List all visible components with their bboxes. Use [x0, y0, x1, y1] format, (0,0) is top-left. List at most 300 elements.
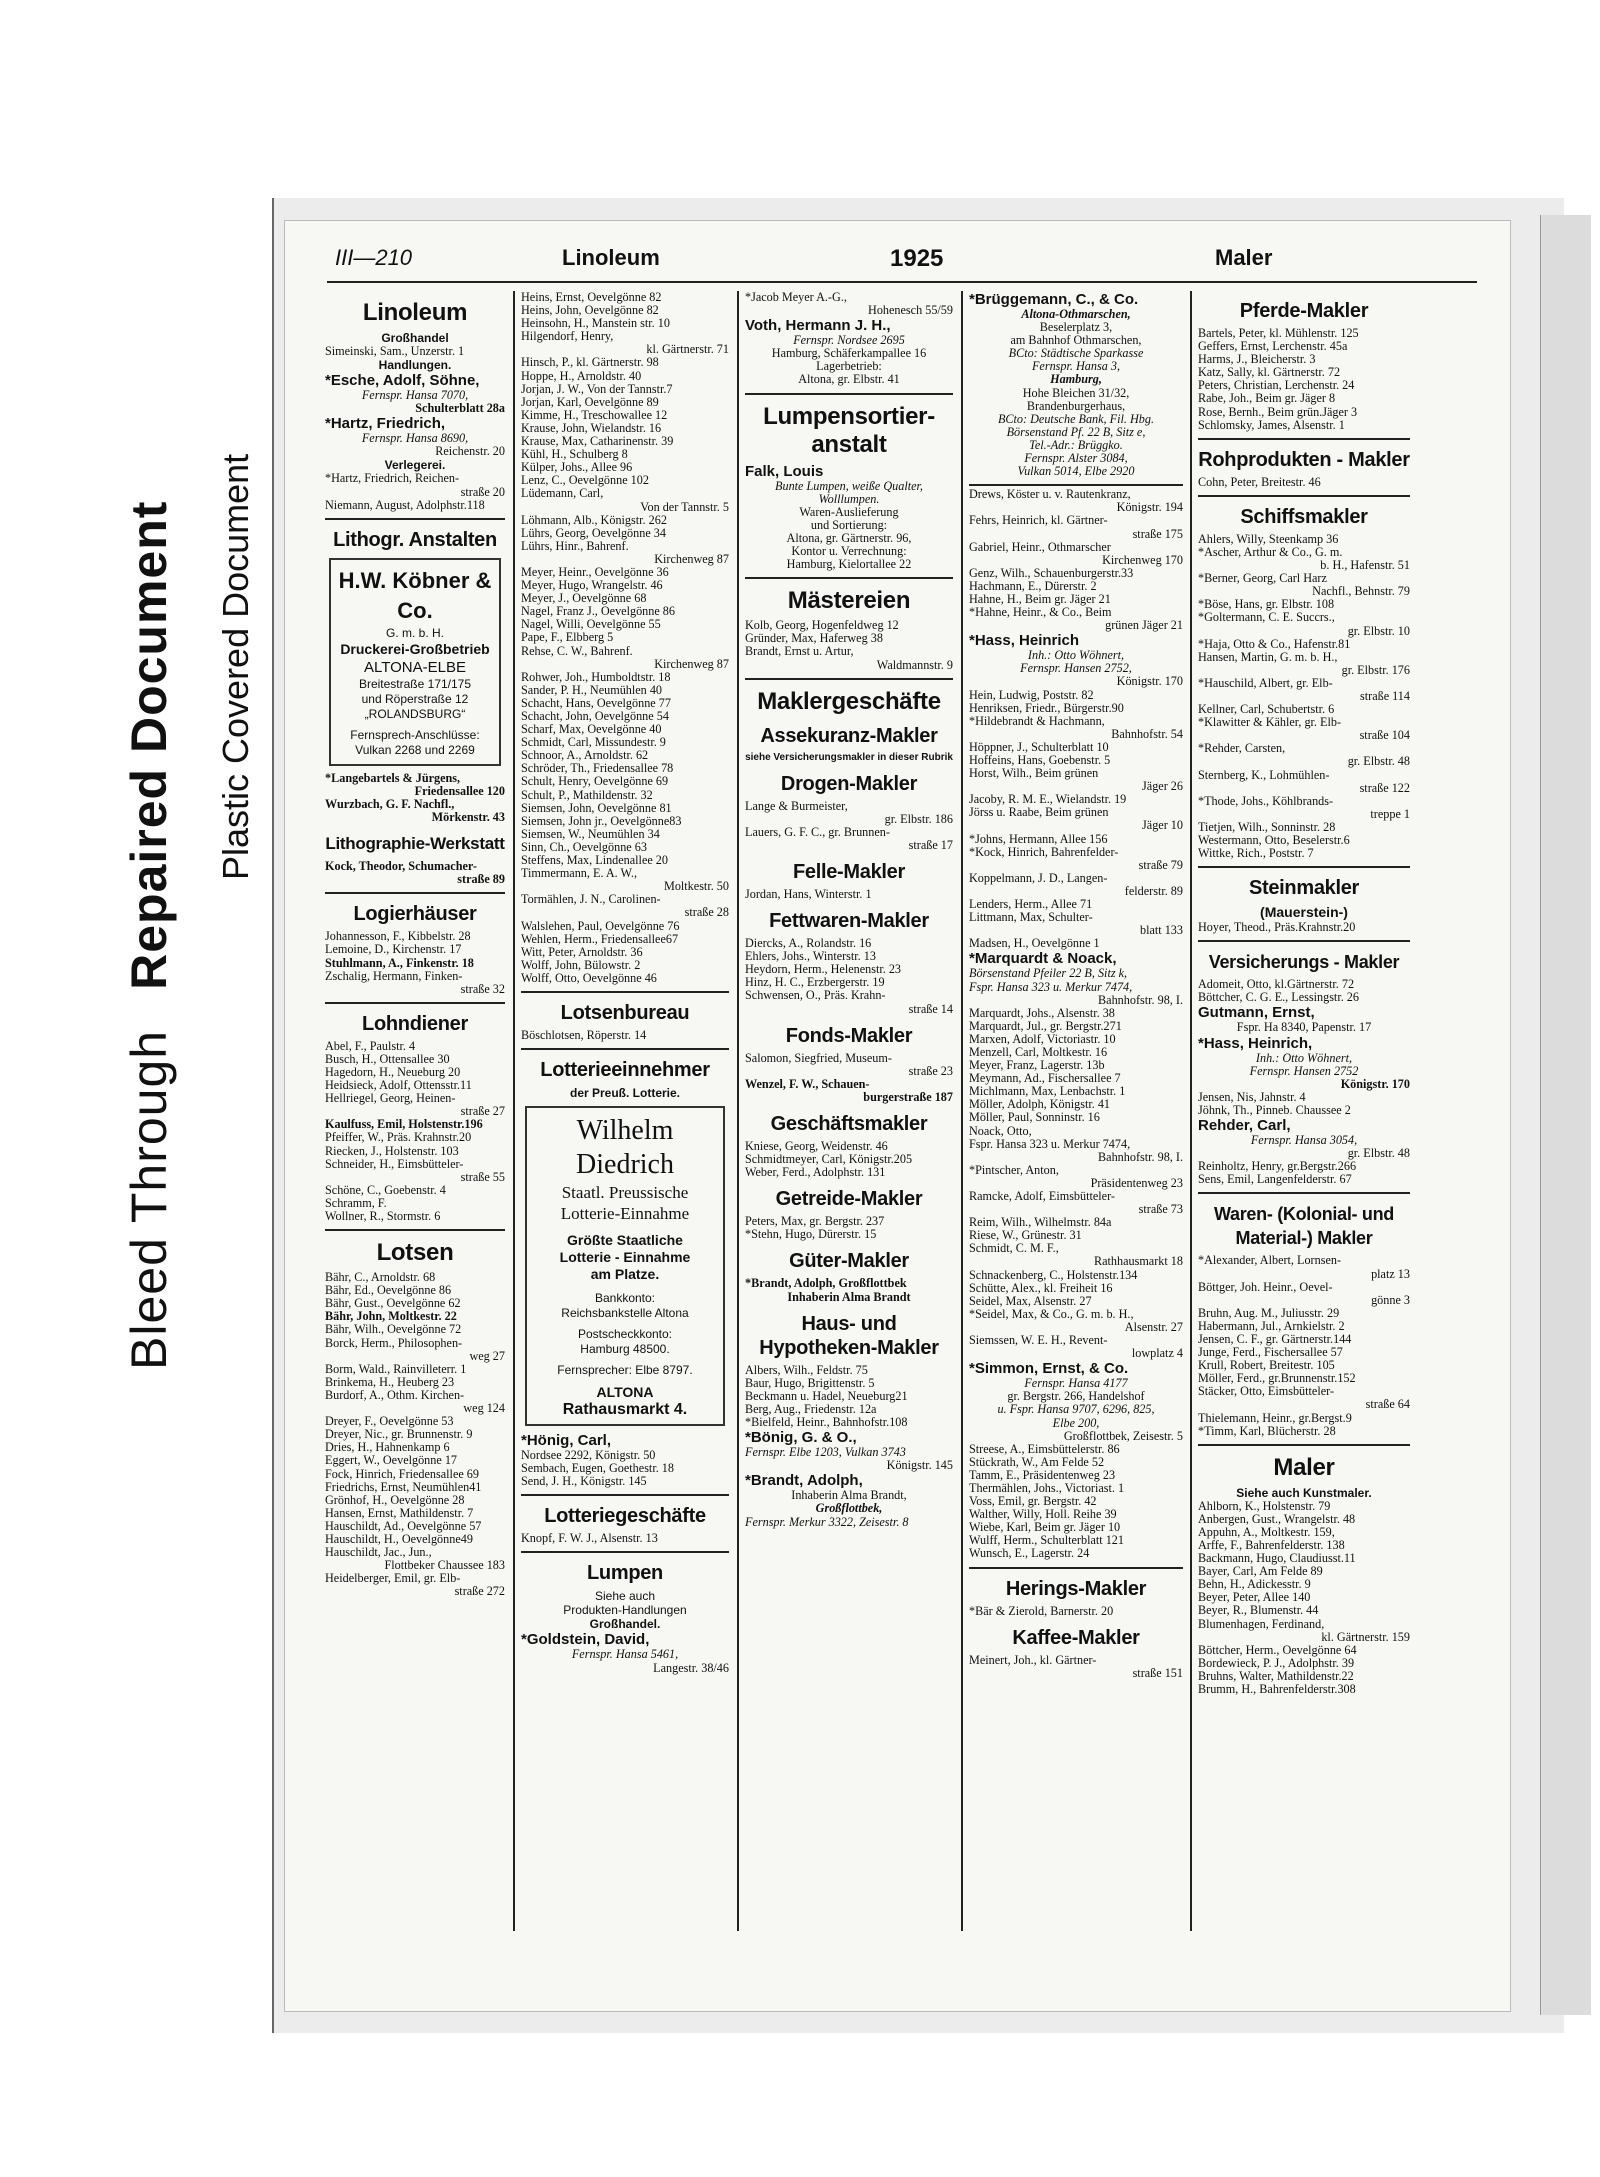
entry: Dreyer, Nic., gr. Brunnenstr. 9	[325, 1427, 473, 1442]
entry: *Hartz, Friedrich,	[325, 415, 446, 433]
entry: Rathhausmarkt 18	[1093, 1254, 1183, 1269]
entry: *Stehn, Hugo, Dürerstr. 15	[745, 1227, 877, 1242]
entry: Meymann, Ad., Fischersallee 7	[969, 1071, 1121, 1086]
entry: *Goltermann, C. E. Succrs.,	[1198, 610, 1335, 625]
entry: Riecken, J., Holstenstr. 103	[325, 1143, 459, 1158]
entry: Ehlers, Johs., Winterstr. 13	[745, 949, 876, 964]
entry: Junge, Ferd., Fischersallee 57	[1198, 1345, 1343, 1360]
entry: Thermählen, Johs., Victoriast. 1	[969, 1480, 1125, 1495]
entry: Behn, H., Adickesstr. 9	[1198, 1577, 1311, 1592]
entry: Heydorn, Herm., Helenenstr. 23	[745, 962, 902, 977]
entry: Fspr. Ha 8340, Papenstr. 17	[1236, 1020, 1372, 1035]
section-heading: Geschäftsmakler	[770, 1113, 928, 1135]
entry: Siemsen, John, Oevelgönne 81	[521, 800, 672, 815]
entry: Sembach, Eugen, Goethestr. 18	[521, 1461, 674, 1476]
entry: Jöhnk, Th., Pinneb. Chaussee 2	[1198, 1102, 1351, 1117]
advert-line: Rathausmarkt 4.	[562, 1401, 688, 1419]
entry: grünen Jäger 21	[1105, 618, 1183, 633]
section-heading: Fonds-Makler	[785, 1024, 913, 1047]
separator	[1198, 940, 1410, 942]
entry: Arffe, F., Bahrenfelderstr. 138	[1198, 1538, 1345, 1552]
entry: BCto: Städtische Sparkasse	[1008, 346, 1144, 361]
stamp-line-1	[120, 501, 178, 1370]
entry: Hagedorn, H., Neueburg 20	[325, 1064, 461, 1079]
entry: Lüdemann, Carl,	[521, 486, 604, 501]
entry: Fernspr. Merkur 3322, Zeisestr. 8	[745, 1514, 909, 1529]
entry: Beyer, R., Blumenstr. 44	[1198, 1603, 1319, 1618]
entry: Schacht, Hans, Oevelgönne 77	[521, 695, 671, 710]
entry: *Timm, Karl, Blücherstr. 28	[1198, 1423, 1336, 1438]
entry: kl. Gärtnerstr. 71	[646, 342, 729, 357]
entry: Backmann, Hugo, Claudiusst.11	[1198, 1551, 1356, 1566]
section-heading: Pferde-Makler	[1239, 300, 1369, 322]
entry-list	[969, 1007, 1183, 1361]
entry: Fernspr. Elbe 1203, Vulkan 3743	[745, 1445, 906, 1460]
entry: Bunte Lumpen, weiße Qualter,	[775, 478, 923, 493]
entry: gr. Elbstr. 48	[1347, 754, 1410, 769]
entry: Langestr. 38/46	[653, 1660, 729, 1675]
entry: Sternberg, K., Lohmühlen-	[1198, 767, 1330, 782]
entry: *Brandt, Adolph,	[745, 1472, 863, 1490]
column-3	[745, 291, 953, 1931]
entry: Salomon, Siegfried, Museum-	[745, 1050, 892, 1065]
next-page-edge	[1540, 215, 1591, 2015]
subheading: Großhandel	[381, 331, 449, 345]
entry: Waren-Auslieferung	[799, 504, 899, 519]
entry: Dries, H., Hahnenkamp 6	[325, 1440, 450, 1455]
column-divider	[1190, 291, 1192, 1931]
entry: *Goldstein, David,	[521, 1631, 650, 1649]
entry: b. H., Hafenstr. 51	[1320, 558, 1410, 573]
entry: Scharf, Max, Oevelgönne 40	[521, 722, 662, 737]
entry: Schulterblatt 28a	[415, 401, 505, 416]
header-right-word: Maler	[1215, 245, 1273, 270]
section-heading: Lithographie-Werkstatt	[325, 834, 505, 854]
entry: Elbe 200,	[1052, 1415, 1100, 1430]
section-heading: Lithogr. Anstalten	[333, 528, 497, 551]
entry: Krull, Robert, Breitestr. 105	[1198, 1358, 1335, 1373]
entry: Vulkan 5014, Elbe 2920	[1017, 464, 1135, 479]
entry: Bähr, Ed., Oevelgönne 86	[325, 1283, 452, 1298]
entry: *Simmon, Ernst, & Co.	[969, 1360, 1129, 1378]
entry: Bahnhofstr. 98, I.	[1098, 1149, 1183, 1164]
entry: Schütte, Alex., kl. Freiheit 16	[969, 1280, 1113, 1295]
entry: Meyer, J., Oevelgönne 68	[521, 591, 647, 606]
section-heading: Fettwaren-Makler	[769, 910, 929, 933]
advert-line: G. m. b. H.	[385, 625, 444, 640]
entry: Reichenstr. 20	[435, 444, 505, 459]
stamp-bleed-through: Bleed Through	[121, 1029, 177, 1370]
entry: am Bahnhof Othmarschen,	[1010, 333, 1142, 348]
entry: Rabe, Joh., Beim gr. Jäger 8	[1198, 391, 1336, 406]
stamp-line-2: Plastic Covered Document	[215, 453, 256, 880]
column-divider	[513, 291, 515, 1931]
entry: Hilgendorf, Henry,	[521, 329, 614, 344]
entry: Großflottbek, Zeisestr. 5	[1063, 1428, 1183, 1443]
entry: Berg, Aug., Friedenstr. 12a	[745, 1401, 877, 1416]
entry: Tel.-Adr.: Brüggko.	[1029, 437, 1123, 452]
advert-line: am Platze.	[590, 1266, 660, 1283]
section-heading: Güter-Makler	[789, 1250, 909, 1273]
entry: Schröder, Th., Friedensallee 78	[521, 761, 674, 776]
entry: *Brandt, Adolph, Großflottbek	[745, 1276, 907, 1291]
section-heading: Maler	[1273, 1453, 1335, 1481]
column-divider	[961, 291, 963, 1931]
entry: Bartels, Peter, kl. Mühlenstr. 125	[1198, 326, 1359, 340]
entry: *Berner, Georg, Carl Harz	[1198, 571, 1327, 586]
header-year: 1925	[890, 245, 944, 272]
advert-line: Vulkan 2268 und 2269	[355, 742, 475, 757]
entry: Gabriel, Heinr., Othmarscher	[969, 539, 1111, 554]
entry: *Langebartels & Jürgens,	[325, 770, 461, 785]
entry: Lührs, Georg, Oevelgönne 34	[521, 525, 666, 540]
entry: *Bönig, G. & O.,	[745, 1429, 857, 1447]
entry: Altona-Othmarschen,	[1021, 307, 1131, 321]
entry: Wittke, Rich., Poststr. 7	[1198, 846, 1314, 861]
entry: Wulff, Herm., Schulterblatt 121	[969, 1533, 1124, 1548]
subheading: (Mauerstein-)	[1260, 904, 1348, 921]
entry: *Alexander, Albert, Lornsen-	[1198, 1253, 1342, 1268]
column-divider	[737, 291, 739, 1931]
entry: Altona, gr. Elbstr. 41	[798, 372, 900, 387]
entry: *Ascher, Arthur & Co., G. m.	[1198, 544, 1343, 559]
entry: Bayer, Carl, Am Felde 89	[1198, 1564, 1323, 1579]
entry: Simeinski, Sam., Unzerstr. 1	[325, 344, 465, 358]
stamp-repaired: Repaired Document	[121, 500, 177, 990]
entry: straße 73	[1138, 1202, 1183, 1217]
entry: Siemssen, W. E. H., Revent-	[969, 1333, 1108, 1348]
entry: Fernspr. Alster 3084,	[1024, 451, 1128, 466]
entry: Marquardt, Johs., Alsenstr. 38	[969, 1005, 1115, 1020]
entry: Adomeit, Otto, kl.Gärtnerstr. 72	[1198, 977, 1355, 992]
entry: Mörkenstr. 43	[431, 810, 505, 825]
entry: *Klawitter & Kähler, gr. Elb-	[1198, 715, 1342, 730]
advert-line: Druckerei-Großbetrieb	[340, 640, 490, 657]
entry: Grönhof, H., Oevelgönne 28	[325, 1492, 465, 1507]
entry: straße 122	[1359, 780, 1410, 795]
entry: Fernspr. Hansa 3054,	[1250, 1133, 1358, 1148]
entry: Nachfl., Behnstr. 79	[1312, 584, 1410, 599]
scanned-sheet	[272, 198, 1564, 2033]
subheading: Verlegerei.	[384, 458, 446, 473]
entry: Brumm, H., Bahrenfelderstr.308	[1198, 1682, 1356, 1697]
entry: Inhaberin Alma Brandt	[787, 1289, 911, 1304]
section-heading: Drogen-Makler	[780, 772, 918, 795]
advert-line: Hamburg 48500.	[580, 1342, 670, 1357]
entry: Pape, F., Elbberg 5	[521, 630, 614, 645]
entry: kl. Gärtnerstr. 159	[1321, 1629, 1410, 1644]
entry: Höppner, J., Schulterblatt 10	[969, 739, 1109, 754]
subheading: Siehe auch Kunstmaler.	[1236, 1485, 1372, 1500]
entry: Zschalig, Hermann, Finken-	[325, 968, 463, 983]
entry: Schöne, C., Goebenstr. 4	[325, 1182, 446, 1197]
entry: weg 27	[469, 1348, 505, 1363]
entry: Hoffeins, Hans, Goebenstr. 5	[969, 753, 1111, 767]
separator	[745, 678, 953, 680]
entry: Hellriegel, Georg, Heinen-	[325, 1091, 456, 1106]
entry: Von der Tannstr. 5	[640, 499, 729, 514]
section-heading: Schiffsmakler	[1240, 505, 1368, 528]
entry: Beckmann u. Hadel, Neueburg21	[745, 1388, 908, 1403]
entry: Weber, Ferd., Adolphstr. 131	[745, 1165, 886, 1180]
entry-list	[1198, 1160, 1410, 1186]
entry: *Johns, Hermann, Allee 156	[969, 831, 1108, 846]
entry: Möller, Ferd., gr.Brunnenstr.152	[1198, 1371, 1356, 1386]
separator	[521, 1048, 729, 1050]
entry: Böttcher, Herm., Oevelgönne 64	[1198, 1642, 1357, 1657]
entry: Fernspr. Hansa 8690,	[361, 431, 469, 446]
entry: Schult, P., Mathildenstr. 32	[521, 787, 653, 802]
separator	[1198, 1444, 1410, 1446]
entry: Fernspr. Nordsee 2695	[793, 333, 905, 348]
section-heading: Assekuranz-Makler	[760, 724, 938, 747]
entry: Meinert, Joh., kl. Gärtner-	[969, 1652, 1097, 1667]
directory-page	[284, 220, 1511, 2012]
entry: Schneider, H., Eimsbütteler-	[325, 1156, 464, 1171]
entry: Lagerbetrieb:	[816, 359, 882, 374]
entry: Kirchenweg 87	[654, 656, 729, 671]
entry: Michlmann, Max, Lenbachstr. 1	[969, 1084, 1126, 1099]
entry: gr. Elbstr. 176	[1341, 662, 1410, 677]
entry: *Rehder, Carsten,	[1198, 741, 1286, 756]
entry: Schmidt, Carl, Missundestr. 9	[521, 735, 666, 750]
entry: Cohn, Peter, Breitestr. 46	[1198, 474, 1321, 489]
entry: Rehse, C. W., Bahrenf.	[521, 643, 633, 658]
entry: straße 17	[908, 837, 953, 852]
entry: Fspr. Hansa 323 u. Merkur 7474,	[969, 979, 1133, 994]
entry: Horst, Wilh., Beim grünen	[969, 766, 1099, 781]
entry: Inhaberin Alma Brandt,	[791, 1488, 907, 1503]
entry: Wehlen, Herm., Friedensallee67	[521, 931, 679, 946]
entry: Hachmann, E., Dürerstr. 2	[969, 578, 1097, 593]
entry: *Esche, Adolf, Söhne,	[325, 372, 480, 390]
entry: *Hauschild, Albert, gr. Elb-	[1198, 675, 1333, 690]
entry: Wollner, R., Stormstr. 6	[325, 1209, 441, 1223]
entry: weg 124	[463, 1401, 505, 1416]
subheading: Handlungen.	[378, 358, 452, 373]
entry: Habermann, Jul., Arnkielstr. 2	[1198, 1318, 1345, 1333]
entry: Bruhn, Aug. M., Juliusstr. 29	[1198, 1305, 1340, 1320]
entry: straße 114	[1360, 688, 1410, 703]
advert-line: ALTONA-ELBE	[364, 658, 466, 676]
entry: Anbergen, Gust., Wrangelstr. 48	[1198, 1511, 1356, 1526]
subheading: der Preuß. Lotterie.	[569, 1086, 681, 1101]
entry-list	[969, 488, 1183, 632]
entry: Krause, Max, Catharinenstr. 39	[521, 434, 674, 449]
entry: Drews, Köster u. v. Rautenkranz,	[969, 487, 1131, 502]
advert-line: und Röperstraße 12	[361, 691, 469, 706]
separator	[1198, 438, 1410, 440]
section-heading: Lumpensortier-anstalt	[763, 402, 935, 458]
entry: Schlomsky, James, Alsenstr. 1	[1198, 417, 1345, 432]
entry: Kniese, Georg, Weidenstr. 46	[745, 1139, 888, 1153]
advert-koebner	[329, 558, 501, 766]
entry: Kirchenweg 170	[1102, 552, 1183, 567]
entry: straße 23	[908, 1063, 953, 1078]
separator	[745, 393, 953, 395]
entry: straße 55	[460, 1169, 505, 1184]
entry: Börsenstand Pfeiler 22 B, Sitz k,	[969, 966, 1128, 981]
section-heading: Mästereien	[787, 587, 911, 615]
entry: Friedensallee 120	[414, 783, 505, 798]
section-heading: Lotsenbureau	[560, 1001, 690, 1024]
entry: Beselerplatz 3,	[1039, 320, 1113, 335]
entry: Böttcher, C. G. E., Lessingstr. 26	[1198, 990, 1359, 1005]
entry: *Hartz, Friedrich, Reichen-	[325, 471, 460, 486]
entry: straße 20	[460, 484, 505, 499]
section-heading: Versicherungs - Makler	[1208, 952, 1400, 973]
entry: straße 27	[460, 1104, 505, 1119]
entry: BCto: Deutsche Bank, Fil. Hbg.	[997, 411, 1155, 426]
entry: Fernspr. Hansa 3,	[1031, 359, 1121, 374]
entry: straße 28	[684, 905, 729, 920]
entry: Westermann, Otto, Beselerstr.6	[1198, 833, 1350, 847]
entry: Hinsch, P., kl. Gärtnerstr. 98	[521, 355, 659, 370]
entry: Fernspr. Hansen 2752,	[1020, 661, 1132, 676]
entry: Möller, Adolph, Königstr. 41	[969, 1097, 1111, 1112]
entry: Jordan, Hans, Winterstr. 1	[745, 886, 872, 901]
entry: Hohenesch 55/59	[868, 303, 953, 318]
section-heading: Getreide-Makler	[775, 1188, 923, 1211]
entry: straße 175	[1132, 526, 1183, 541]
entry: Nordsee 2292, Königstr. 50	[521, 1448, 656, 1463]
separator	[325, 1229, 505, 1231]
entry: Hauschildt, H., Oevelgönne49	[325, 1531, 473, 1546]
entry: Schramm, F.	[325, 1195, 387, 1210]
entry: Bruhns, Walter, Mathildenstr.22	[1198, 1668, 1354, 1683]
entry: Schmidtmeyer, Carl, Königstr.205	[745, 1152, 913, 1167]
separator	[1198, 1192, 1410, 1194]
entry: Kühl, H., Schulberg 8	[521, 447, 628, 462]
entry: *Hass, Heinrich,	[1198, 1034, 1313, 1052]
entry-list	[1198, 533, 1410, 860]
entry: *Hahne, Heinr., & Co., Beim	[969, 605, 1112, 620]
entry: Reinholtz, Henry, gr.Bergstr.266	[1198, 1159, 1357, 1174]
entry: Tamm, E., Präsidentenweg 23	[969, 1467, 1116, 1482]
entry: Lenders, Herm., Allee 71	[969, 897, 1093, 912]
entry: Bahnhofstr. 98, I.	[1098, 992, 1183, 1007]
entry: Albers, Wilh., Feldstr. 75	[745, 1362, 868, 1377]
entry: Tietjen, Wilh., Sonninstr. 28	[1198, 819, 1336, 834]
entry: platz 13	[1371, 1266, 1410, 1281]
advert-title: Wilhelm Diedrich	[576, 1115, 674, 1181]
entry: Steffens, Max, Lindenallee 20	[521, 853, 668, 868]
entry: Fehrs, Heinrich, kl. Gärtner-	[969, 513, 1108, 528]
entry: Rehder, Carl,	[1198, 1117, 1291, 1135]
entry: *Marquardt & Noack,	[969, 950, 1117, 968]
entry: Marquardt, Jul., gr. Bergstr.271	[969, 1018, 1122, 1033]
entry: Siemsen, W., Neumühlen 34	[521, 826, 660, 841]
entry: Lenz, C., Oevelgönne 102	[521, 473, 649, 488]
section-heading: Herings-Makler	[1005, 1577, 1147, 1600]
advert-line: Größte Staatliche	[567, 1232, 683, 1249]
entry: Löhmann, Alb., Königstr. 262	[521, 512, 667, 527]
entry: *Haja, Otto & Co., Hafenstr.81	[1198, 636, 1351, 651]
entry: felderstr. 89	[1124, 883, 1183, 898]
entry: Hahne, H., Beim gr. Jäger 21	[969, 591, 1111, 606]
entry: Fernspr. Hansen 2752	[1249, 1063, 1359, 1078]
entry: Siemsen, John jr., Oevelgönne83	[521, 813, 682, 828]
entry: Böttger, Joh. Heinr., Oevel-	[1198, 1279, 1333, 1294]
entry: Hauschildt, Ad., Oevelgönne 57	[325, 1518, 482, 1533]
separator	[1198, 495, 1410, 497]
entry: Blumenhagen, Ferdinand,	[1198, 1616, 1325, 1631]
entry: Timmermann, E. A. W.,	[521, 866, 638, 881]
entry: Beyer, Peter, Allee 140	[1198, 1590, 1311, 1605]
entry: Brandt, Ernst u. Artur,	[745, 644, 854, 659]
entry: Wenzel, F. W., Schauen-	[745, 1076, 870, 1091]
entry: Tormählen, J. N., Carolinen-	[521, 892, 661, 907]
page-number: III—210	[335, 245, 413, 270]
entry: Jäger 26	[1142, 779, 1183, 794]
entry: Bähr, John, Moltkestr. 22	[325, 1309, 457, 1324]
entry: Madsen, H., Oevelgönne 1	[969, 936, 1100, 951]
header-left-word: Linoleum	[562, 245, 660, 270]
entry: Schwensen, O., Präs. Krahn-	[745, 988, 886, 1003]
entry: Lange & Burmeister,	[745, 798, 848, 813]
entry: blatt 133	[1140, 923, 1183, 938]
entry: Streese, A., Eimsbüttelerstr. 86	[969, 1441, 1120, 1456]
subheading: Produkten-Handlungen	[563, 1603, 687, 1618]
entry: Hamburg,	[1050, 372, 1102, 387]
entry: Lührs, Hinr., Bahrenf.	[521, 538, 629, 553]
entry: Königstr. 194	[1116, 500, 1183, 515]
entry: Riese, W., Grünestr. 31	[969, 1228, 1082, 1243]
entry: Kimme, H., Treschowallee 12	[521, 407, 668, 422]
entry: gönne 3	[1371, 1292, 1410, 1307]
entry: Borm, Wald., Rainvilleterr. 1	[325, 1361, 467, 1376]
section-heading: Haus- und Hypotheken-Makler	[759, 1312, 939, 1359]
entry: straße 32	[460, 981, 505, 996]
subheading: siehe Versicherungsmakler in dieser Rubrik	[745, 751, 953, 763]
entry: Nagel, Franz J., Oevelgönne 86	[521, 604, 675, 619]
entry: straße 79	[1138, 857, 1183, 872]
advert-line: ALTONA	[596, 1384, 654, 1401]
entry-list	[1198, 1500, 1410, 1696]
entry: gr. Elbstr. 186	[884, 811, 953, 826]
entry: Gutmann, Ernst,	[1198, 1004, 1315, 1022]
entry: *Bär & Zierold, Barnerstr. 20	[969, 1603, 1114, 1618]
entry: Wiebe, Karl, Beim gr. Jäger 10	[969, 1520, 1121, 1535]
separator	[1198, 866, 1410, 868]
entry: Sens, Emil, Langenfelderstr. 67	[1198, 1172, 1352, 1187]
entry: Jäger 10	[1142, 818, 1183, 833]
entry: Dreyer, F., Oevelgönne 53	[325, 1414, 454, 1429]
entry: Königstr. 170	[1116, 674, 1183, 689]
entry: Wurzbach, G. F. Nachfl.,	[325, 796, 455, 811]
section-heading: Lumpen	[587, 1562, 663, 1585]
entry: *Hönig, Carl,	[521, 1432, 612, 1450]
entry: Präsidentenweg 23	[1090, 1175, 1183, 1190]
entry: Thielemann, Heinr., gr.Bergst.9	[1198, 1410, 1352, 1425]
scan-stamp	[0, 0, 270, 2177]
entry: Marxen, Adolf, Victoriastr. 10	[969, 1031, 1116, 1046]
entry: Walslehen, Paul, Oevelgönne 76	[521, 918, 680, 933]
entry: straße 89	[457, 872, 505, 887]
entry: Hein, Ludwig, Poststr. 82	[969, 687, 1094, 702]
entry: Heins, John, Oevelgönne 82	[521, 303, 659, 318]
entry: Burdorf, A., Othm. Kirchen-	[325, 1387, 465, 1402]
column-5	[1198, 291, 1410, 1931]
entry: Jensen, C. F., gr. Gärtnerstr.144	[1198, 1331, 1352, 1346]
entry: Fernspr. Hansa 7070,	[361, 388, 469, 403]
entry: Sander, P. H., Neumühlen 40	[521, 682, 663, 697]
entry: Appuhn, A., Moltkestr. 159,	[1198, 1524, 1335, 1539]
entry: Königstr. 170	[1340, 1076, 1410, 1091]
entry: Gründer, Max, Haferweg 38	[745, 631, 883, 646]
entry: Schacht, John, Oevelgönne 54	[521, 709, 669, 723]
entry: Menzell, Carl, Moltkestr. 16	[969, 1044, 1108, 1059]
